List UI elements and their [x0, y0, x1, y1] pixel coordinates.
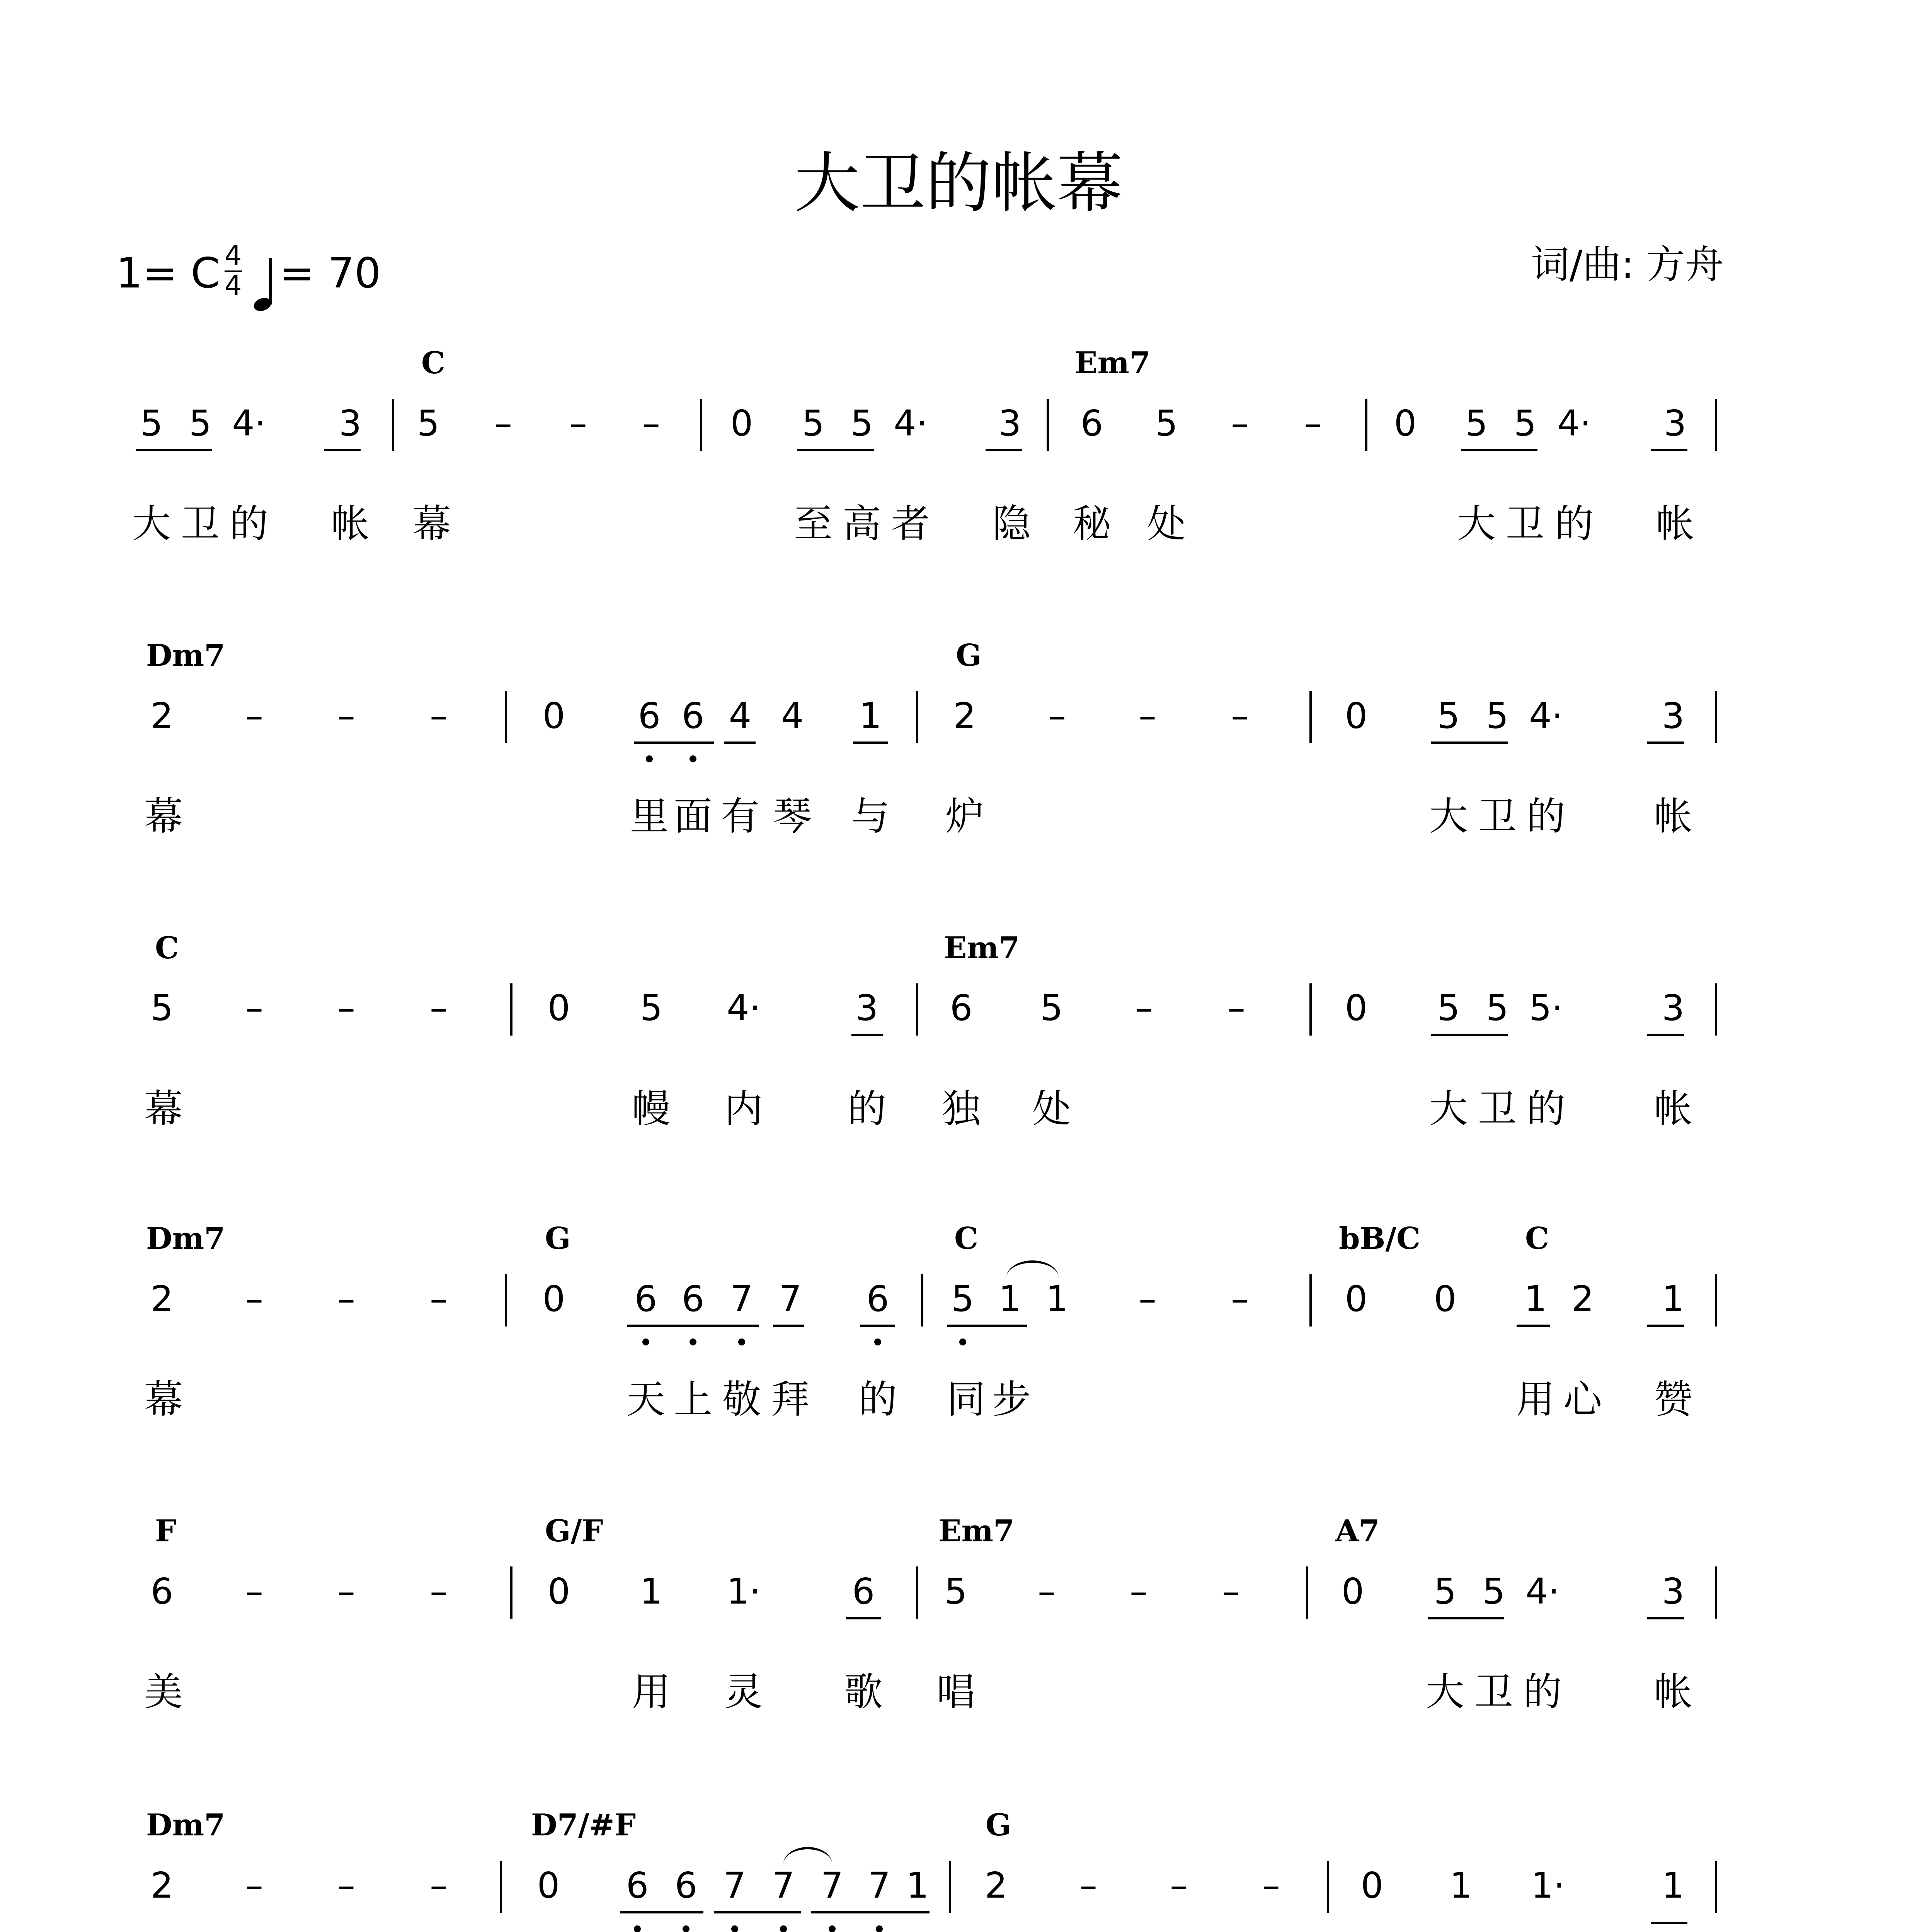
- jianpu-note: 0: [1433, 1278, 1457, 1320]
- eighth-underline: [1517, 1325, 1550, 1327]
- lyric-char: 的: [1527, 1086, 1565, 1131]
- jianpu-note: 6: [681, 1278, 705, 1320]
- lyric-char: 高: [843, 501, 881, 546]
- low-octave-dot: [646, 755, 653, 762]
- jianpu-note: 5: [1437, 987, 1460, 1029]
- jianpu-note: 6: [681, 695, 705, 736]
- chord-symbol: C: [954, 1221, 979, 1256]
- lyric-char: 琴: [773, 794, 812, 839]
- lyric-char: 与: [851, 794, 890, 839]
- sustain-dash: –: [245, 1278, 263, 1320]
- lyric-char: 大: [1429, 794, 1468, 839]
- eighth-underline: [627, 1325, 759, 1327]
- sustain-dash: –: [337, 695, 355, 736]
- jianpu-note: 5: [1155, 403, 1178, 444]
- eighth-underline: [1647, 1617, 1684, 1619]
- jianpu-note: 1: [1662, 1278, 1685, 1320]
- time-signature-denominator: 4: [224, 270, 242, 301]
- jianpu-note: 3: [1662, 987, 1685, 1029]
- sustain-dash: –: [1130, 1571, 1147, 1612]
- lyric-char: 用: [1516, 1377, 1555, 1422]
- jianpu-note: 5: [1465, 403, 1488, 444]
- eighth-underline: [853, 742, 888, 744]
- chord-symbol: A7: [1335, 1514, 1380, 1549]
- lyric-char: 处: [1032, 1086, 1071, 1131]
- lyric-char: 里: [630, 794, 669, 839]
- jianpu-note: 3: [998, 403, 1021, 444]
- jianpu-note: 4: [781, 695, 804, 736]
- jianpu-note: 5: [140, 403, 163, 444]
- chord-symbol: Em7: [944, 930, 1020, 966]
- lyric-char: 幕: [144, 1377, 183, 1422]
- lyric-char: 面: [674, 794, 712, 839]
- lyric-char: 幕: [144, 1086, 183, 1131]
- jianpu-note: 3: [1662, 695, 1685, 736]
- jianpu-note: 7: [772, 1865, 795, 1906]
- barline: [1306, 1566, 1308, 1619]
- chord-symbol: C: [1525, 1221, 1549, 1256]
- low-octave-dot: [738, 1338, 745, 1345]
- barline: [1715, 1274, 1717, 1327]
- barline: [1309, 983, 1312, 1036]
- low-octave-dot: [642, 1338, 649, 1345]
- barline: [700, 399, 702, 451]
- jianpu-note: 0: [542, 695, 565, 736]
- chord-symbol: Dm7: [146, 638, 225, 673]
- eighth-underline: [724, 742, 756, 744]
- lyric-char: 者: [891, 501, 930, 546]
- jianpu-note: 7: [779, 1278, 802, 1320]
- lyric-char: 赞: [1654, 1377, 1692, 1422]
- jianpu-note: 1: [1524, 1278, 1547, 1320]
- jianpu-note: 3: [1662, 1571, 1685, 1612]
- eighth-underline: [1431, 742, 1508, 744]
- sustain-dash: –: [245, 1571, 263, 1612]
- jianpu-note: 0: [1341, 1571, 1364, 1612]
- sustain-dash: –: [494, 403, 512, 444]
- jianpu-note: 5: [1040, 987, 1063, 1029]
- lyric-char: 唱: [936, 1669, 975, 1714]
- barline: [505, 691, 507, 743]
- eighth-underline: [797, 449, 874, 451]
- jianpu-note: 6: [638, 695, 661, 736]
- tie-arc: [1006, 1260, 1059, 1277]
- jianpu-note: 3: [339, 403, 362, 444]
- jianpu-note: 4·: [894, 403, 928, 444]
- barline: [916, 691, 918, 743]
- lyric-char: 卫: [1478, 1086, 1517, 1131]
- jianpu-note: 4·: [232, 403, 266, 444]
- tie-arc: [783, 1847, 832, 1864]
- sustain-dash: –: [430, 1571, 448, 1612]
- time-signature-numerator: 4: [224, 240, 242, 271]
- lyricist-composer-credit: 词/曲: 方舟: [1531, 242, 1724, 287]
- jianpu-note: 1: [640, 1571, 663, 1612]
- low-octave-dot: [874, 1338, 881, 1345]
- jianpu-note: 5: [802, 403, 825, 444]
- jianpu-note: 7: [730, 1278, 753, 1320]
- lyric-char: 灵: [724, 1669, 763, 1714]
- jianpu-note: 1·: [727, 1571, 761, 1612]
- sustain-dash: –: [337, 1865, 355, 1906]
- lyric-char: 帐: [1654, 1086, 1692, 1131]
- jianpu-note: 5: [189, 403, 212, 444]
- lyric-char: 至: [794, 501, 833, 546]
- jianpu-note: 5: [1486, 695, 1509, 736]
- quarter-note-icon: [254, 253, 273, 311]
- eighth-underline: [846, 1617, 881, 1619]
- jianpu-note: 0: [1360, 1865, 1384, 1906]
- eighth-underline: [947, 1325, 1027, 1327]
- jianpu-note: 6: [950, 987, 973, 1029]
- lyric-char: 幕: [144, 794, 183, 839]
- lyric-char: 敬: [722, 1377, 761, 1422]
- jianpu-note: 5: [640, 987, 663, 1029]
- chord-symbol: G: [986, 1808, 1011, 1843]
- lyric-char: 上: [674, 1377, 712, 1422]
- lyric-char: 有: [721, 794, 759, 839]
- barline: [1365, 399, 1367, 451]
- jianpu-note: 1: [1045, 1278, 1069, 1320]
- sustain-dash: –: [1222, 1571, 1240, 1612]
- barline: [1327, 1861, 1329, 1913]
- lyric-char: 的: [230, 501, 268, 546]
- barline: [1309, 1274, 1312, 1327]
- barline: [1715, 1566, 1717, 1619]
- lyric-char: 幔: [632, 1086, 671, 1131]
- jianpu-note: 6: [626, 1865, 649, 1906]
- sustain-dash: –: [1231, 403, 1249, 444]
- jianpu-note: 5·: [1529, 987, 1563, 1029]
- jianpu-note: 0: [547, 987, 570, 1029]
- barline: [1715, 691, 1717, 743]
- jianpu-note: 6: [852, 1571, 875, 1612]
- sustain-dash: –: [1139, 1278, 1156, 1320]
- jianpu-note: 2: [984, 1865, 1008, 1906]
- lyric-char: 卫: [1506, 501, 1544, 546]
- jianpu-note: 5: [1433, 1571, 1457, 1612]
- chord-symbol: F: [155, 1514, 177, 1549]
- sustain-dash: –: [1304, 403, 1322, 444]
- jianpu-note: 2: [1571, 1278, 1594, 1320]
- jianpu-note: 3: [1663, 403, 1687, 444]
- lyric-char: 帐: [1656, 501, 1694, 546]
- barline: [916, 983, 918, 1036]
- jianpu-note: 7: [723, 1865, 746, 1906]
- jianpu-note: 0: [1345, 987, 1368, 1029]
- sustain-dash: –: [1170, 1865, 1188, 1906]
- lyric-char: 大: [132, 501, 171, 546]
- jianpu-note: 0: [730, 403, 753, 444]
- lyric-char: 步: [992, 1377, 1031, 1422]
- jianpu-note: 0: [542, 1278, 565, 1320]
- eighth-underline: [811, 1911, 930, 1913]
- eighth-underline: [773, 1325, 804, 1327]
- eighth-underline: [860, 1325, 895, 1327]
- barline: [1309, 691, 1312, 743]
- song-title: 大卫的帐幕: [794, 145, 1123, 222]
- low-octave-dot: [690, 755, 696, 762]
- jianpu-note: 4: [729, 695, 752, 736]
- key-tempo-line: [116, 240, 381, 311]
- lyric-char: 卫: [1474, 1669, 1513, 1714]
- jianpu-note: 5: [944, 1571, 967, 1612]
- sustain-dash: –: [430, 1865, 448, 1906]
- eighth-underline: [851, 1034, 883, 1036]
- eighth-underline: [1651, 1922, 1687, 1924]
- barline: [949, 1861, 951, 1913]
- low-octave-dot: [731, 1925, 738, 1932]
- low-octave-dot: [690, 1338, 696, 1345]
- lyric-char: 独: [942, 1086, 981, 1131]
- jianpu-note: 6: [674, 1865, 698, 1906]
- jianpu-note: 5: [1514, 403, 1537, 444]
- jianpu-note: 1: [1662, 1865, 1685, 1906]
- jianpu-note: 1·: [1531, 1865, 1565, 1906]
- lyric-char: 同: [947, 1377, 986, 1422]
- chord-symbol: Dm7: [146, 1808, 225, 1843]
- low-octave-dot: [683, 1925, 690, 1932]
- sustain-dash: –: [430, 987, 448, 1029]
- sustain-dash: –: [337, 987, 355, 1029]
- time-signature: [225, 242, 242, 299]
- lyric-char: 帐: [331, 501, 369, 546]
- chord-symbol: G: [545, 1221, 571, 1256]
- sustain-dash: –: [1231, 695, 1249, 736]
- barline: [510, 1566, 512, 1619]
- chord-symbol: C: [155, 930, 179, 966]
- eighth-underline: [1431, 1034, 1508, 1036]
- chord-symbol: bB/C: [1339, 1221, 1421, 1256]
- jianpu-note: 5: [150, 987, 174, 1029]
- jianpu-note: 6: [150, 1571, 174, 1612]
- chord-symbol: Dm7: [146, 1221, 225, 1256]
- lyric-char: 秘: [1073, 501, 1111, 546]
- sustain-dash: –: [245, 987, 263, 1029]
- lyric-char: 的: [1555, 501, 1594, 546]
- jianpu-note: 7: [821, 1865, 844, 1906]
- jianpu-note: 0: [547, 1571, 570, 1612]
- jianpu-note: 4·: [727, 987, 761, 1029]
- lyric-char: 内: [724, 1086, 763, 1131]
- lyric-char: 隐: [992, 501, 1031, 546]
- eighth-underline: [1428, 1617, 1504, 1619]
- lyric-char: 用: [632, 1669, 671, 1714]
- lyric-char: 拜: [771, 1377, 810, 1422]
- jianpu-note: 5: [417, 403, 440, 444]
- barline: [500, 1861, 502, 1913]
- tempo-value: = 70: [279, 249, 381, 298]
- lyric-char: 的: [1527, 794, 1565, 839]
- sustain-dash: –: [1079, 1865, 1097, 1906]
- barline: [1715, 1861, 1717, 1913]
- key-signature: 1= C: [116, 249, 220, 298]
- sustain-dash: –: [569, 403, 587, 444]
- jianpu-note: 5: [1482, 1571, 1505, 1612]
- sustain-dash: –: [1038, 1571, 1056, 1612]
- lyric-char: 美: [144, 1669, 183, 1714]
- sustain-dash: –: [1262, 1865, 1280, 1906]
- jianpu-note: 4·: [1557, 403, 1591, 444]
- sustain-dash: –: [642, 403, 660, 444]
- lyric-char: 处: [1147, 501, 1186, 546]
- chord-symbol: C: [421, 345, 446, 381]
- low-octave-dot: [876, 1925, 883, 1932]
- sustain-dash: –: [1139, 695, 1156, 736]
- sustain-dash: –: [337, 1278, 355, 1320]
- jianpu-note: 2: [150, 695, 174, 736]
- barline: [1715, 983, 1717, 1036]
- jianpu-note: 1: [859, 695, 882, 736]
- barline: [1047, 399, 1049, 451]
- eighth-underline: [136, 449, 212, 451]
- lyric-char: 大: [1457, 501, 1496, 546]
- eighth-underline: [634, 742, 714, 744]
- jianpu-note: 3: [855, 987, 878, 1029]
- sustain-dash: –: [337, 1571, 355, 1612]
- eighth-underline: [1647, 742, 1684, 744]
- jianpu-note: 0: [1345, 1278, 1368, 1320]
- jianpu-note: 0: [537, 1865, 560, 1906]
- eighth-underline: [1461, 449, 1537, 451]
- barline: [392, 399, 394, 451]
- jianpu-note: 5: [1486, 987, 1509, 1029]
- lyric-char: 天: [627, 1377, 665, 1422]
- jianpu-note: 7: [868, 1865, 891, 1906]
- chord-symbol: Em7: [1074, 345, 1151, 381]
- lyric-char: 帐: [1654, 794, 1692, 839]
- lyric-char: 大: [1429, 1086, 1468, 1131]
- lyric-char: 炉: [945, 794, 984, 839]
- jianpu-note: 1: [998, 1278, 1021, 1320]
- chord-symbol: G/F: [545, 1514, 603, 1549]
- jianpu-note: 0: [1345, 695, 1368, 736]
- sustain-dash: –: [1135, 987, 1153, 1029]
- jianpu-note: 2: [150, 1865, 174, 1906]
- jianpu-note: 6: [866, 1278, 889, 1320]
- sustain-dash: –: [1227, 987, 1245, 1029]
- barline: [921, 1274, 923, 1327]
- sustain-dash: –: [430, 1278, 448, 1320]
- jianpu-note: 4·: [1529, 695, 1563, 736]
- jianpu-note: 5: [850, 403, 873, 444]
- sustain-dash: –: [245, 1865, 263, 1906]
- eighth-underline: [714, 1911, 801, 1913]
- low-octave-dot: [634, 1925, 641, 1932]
- lyric-char: 卫: [1478, 794, 1517, 839]
- jianpu-note: 2: [953, 695, 976, 736]
- jianpu-note: 5: [951, 1278, 974, 1320]
- jianpu-note: 6: [1080, 403, 1103, 444]
- chord-symbol: Em7: [938, 1514, 1015, 1549]
- lyric-char: 帐: [1654, 1669, 1692, 1714]
- chord-symbol: G: [956, 638, 982, 673]
- jianpu-note: 1: [906, 1865, 929, 1906]
- lyric-char: 歌: [844, 1669, 883, 1714]
- eighth-underline: [986, 449, 1022, 451]
- low-octave-dot: [959, 1338, 966, 1345]
- jianpu-note: 6: [634, 1278, 657, 1320]
- barline: [916, 1566, 918, 1619]
- eighth-underline: [324, 449, 361, 451]
- barline: [510, 983, 512, 1036]
- lyric-char: 大: [1426, 1669, 1464, 1714]
- lyric-char: 心: [1563, 1377, 1602, 1422]
- low-octave-dot: [780, 1925, 787, 1932]
- lyric-char: 的: [1523, 1669, 1562, 1714]
- chord-symbol: D7/#F: [531, 1808, 636, 1843]
- jianpu-note: 4·: [1525, 1571, 1559, 1612]
- jianpu-note: 0: [1394, 403, 1417, 444]
- sustain-dash: –: [1231, 1278, 1249, 1320]
- eighth-underline: [620, 1911, 703, 1913]
- jianpu-note: 5: [1437, 695, 1460, 736]
- barline: [505, 1274, 507, 1327]
- lyric-char: 卫: [181, 501, 220, 546]
- lyric-char: 幕: [412, 501, 451, 546]
- sustain-dash: –: [245, 695, 263, 736]
- jianpu-note: 2: [150, 1278, 174, 1320]
- sustain-dash: –: [1048, 695, 1066, 736]
- low-octave-dot: [829, 1925, 836, 1932]
- barline: [1715, 399, 1717, 451]
- jianpu-note: 1: [1449, 1865, 1473, 1906]
- eighth-underline: [1647, 1034, 1684, 1036]
- lyric-char: 的: [848, 1086, 886, 1131]
- sustain-dash: –: [430, 695, 448, 736]
- eighth-underline: [1647, 1325, 1684, 1327]
- eighth-underline: [1651, 449, 1687, 451]
- lyric-char: 的: [858, 1377, 897, 1422]
